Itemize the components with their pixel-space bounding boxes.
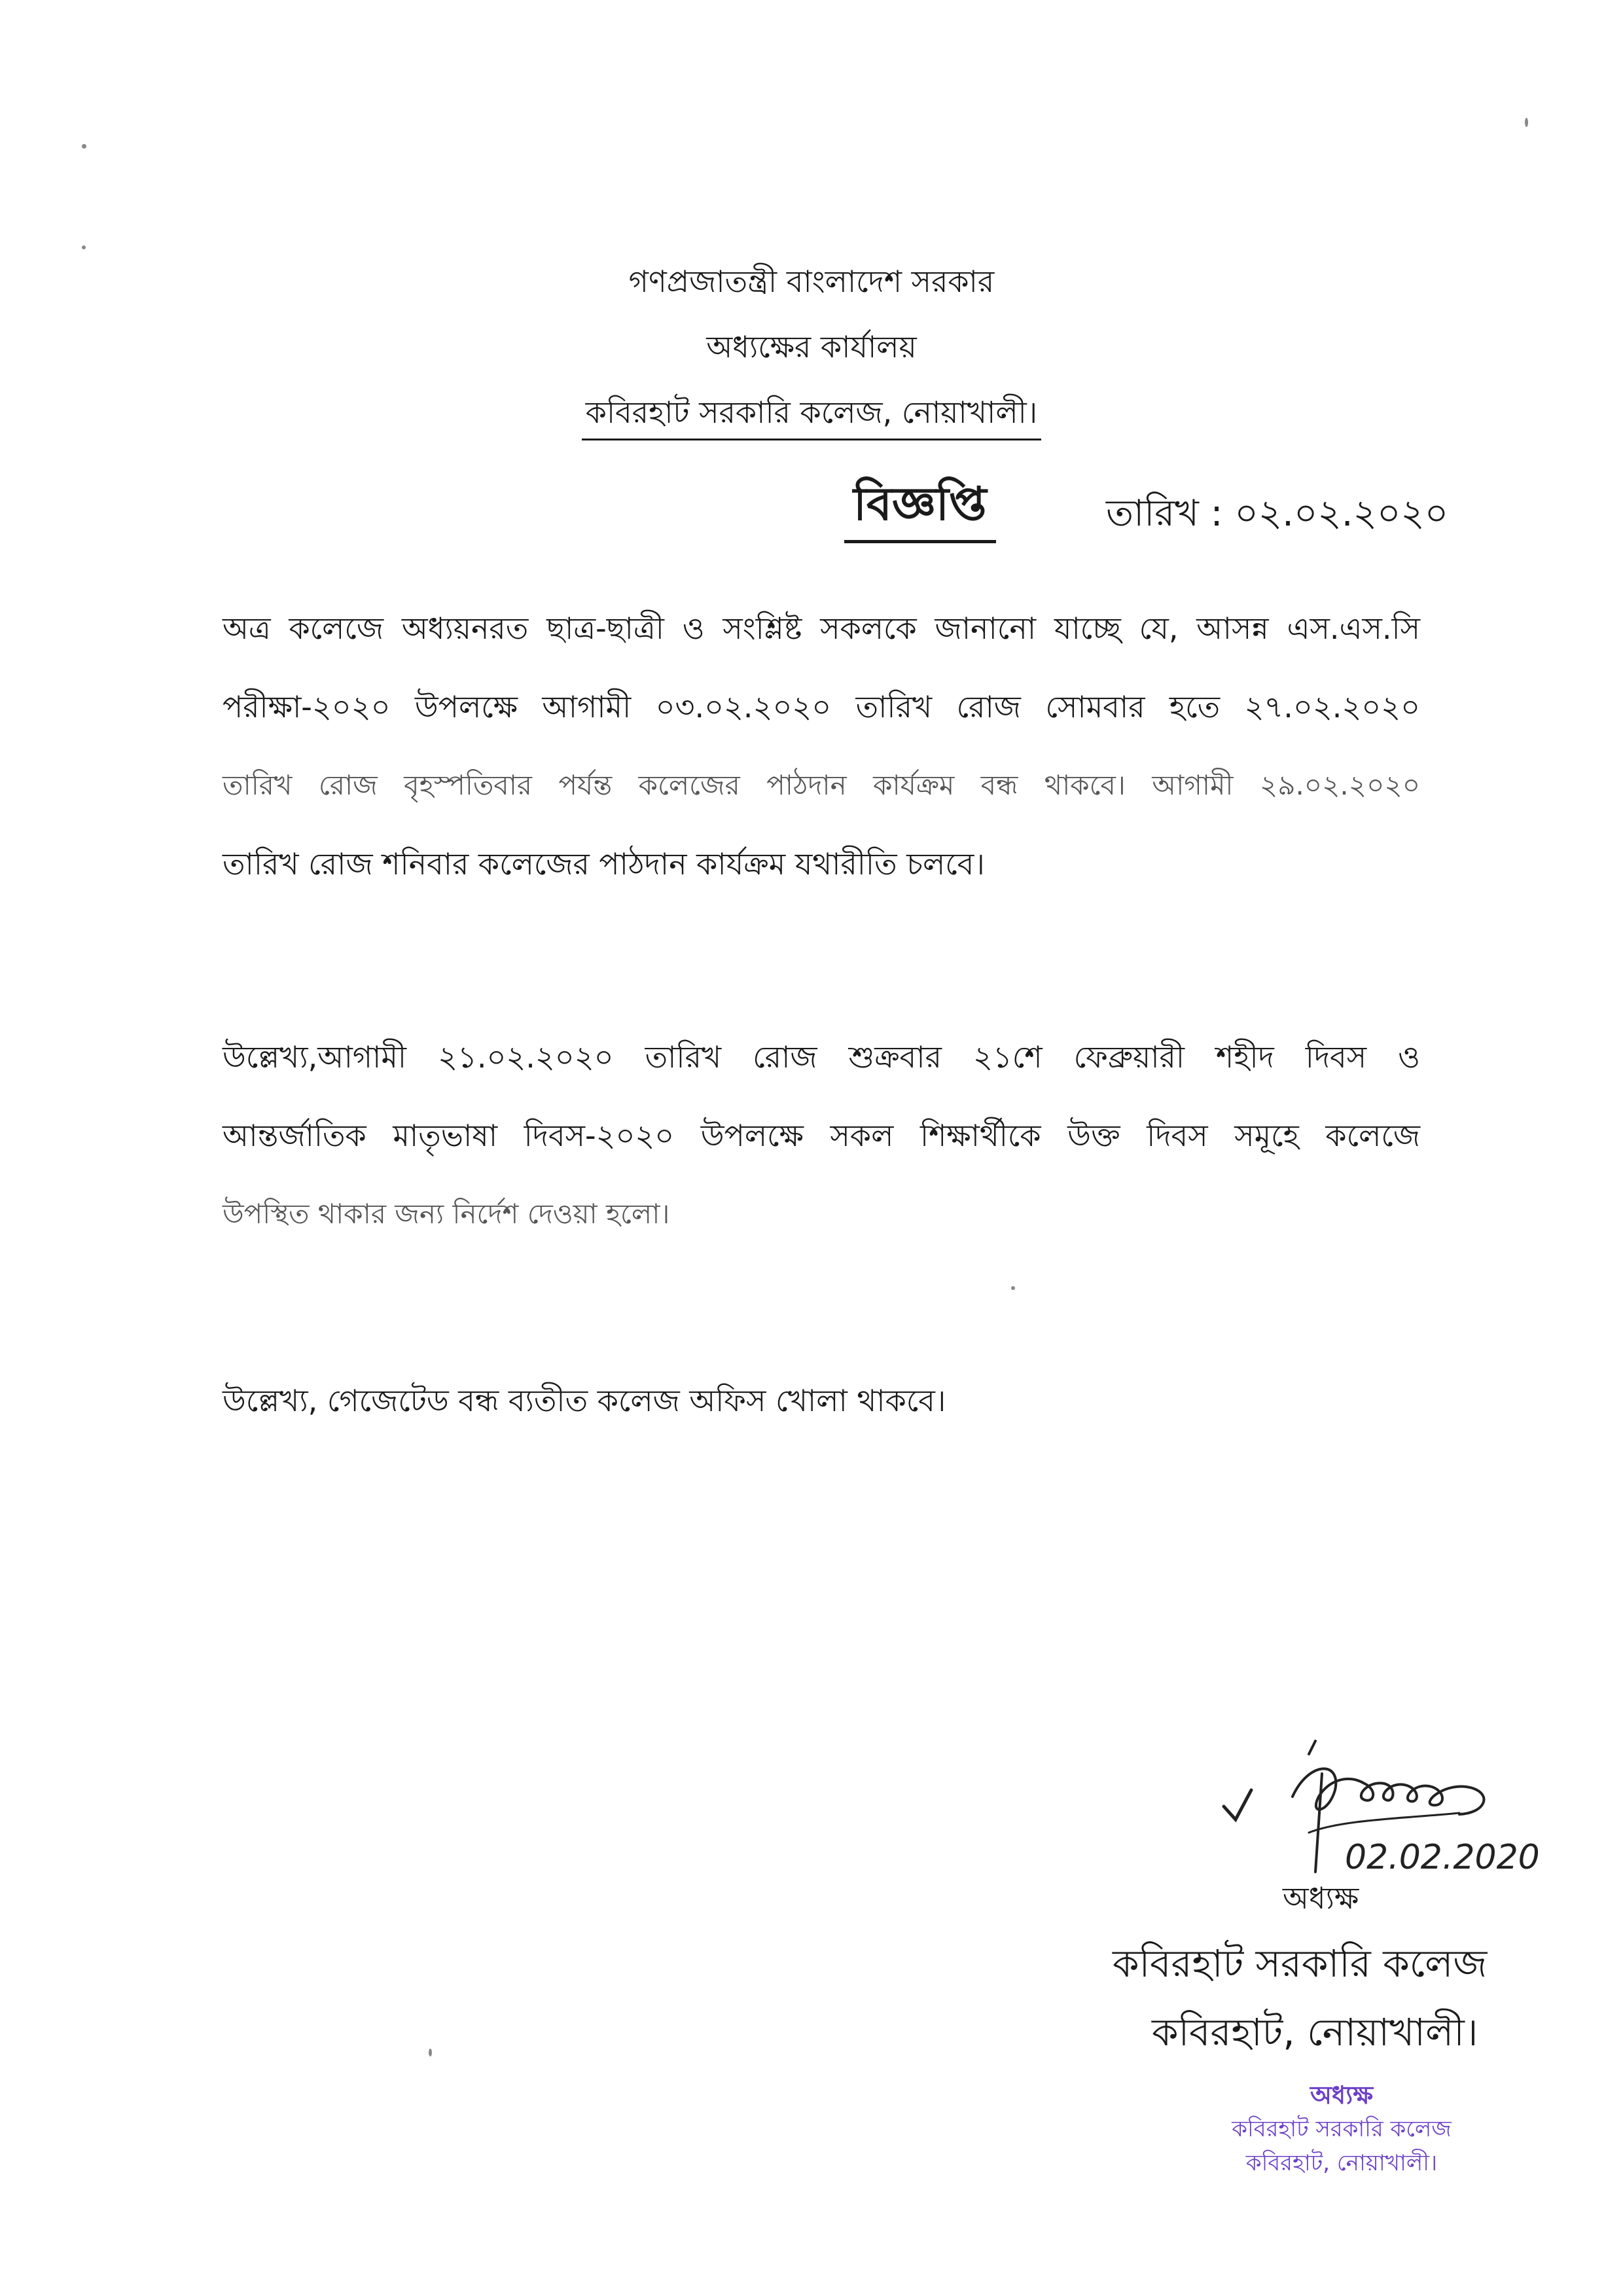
- scan-speck: [429, 2049, 432, 2056]
- official-stamp: [1178, 2078, 1505, 2180]
- notice-title: বিজ্ঞপ্তি: [844, 468, 996, 543]
- scan-speck: [82, 144, 86, 149]
- signatory-designation: অধ্যক্ষ: [1283, 1880, 1359, 1916]
- scan-speck: [82, 245, 86, 249]
- paragraph-line: উল্লেখ্য,আগামী ২১.০২.২০২০ তারিখ রোজ শুক্রবার ২১শে ফেব্রুয়ারী শহীদ দিবস ও: [223, 1039, 1420, 1075]
- paragraph-line: উল্লেখ্য, গেজেটেড বন্ধ ব্যতীত কলেজ অফিস খোলা থাকবে।: [223, 1383, 946, 1418]
- paragraph-line: তারিখ রোজ বৃহস্পতিবার পর্যন্ত কলেজের পাঠদান কার্যক্রম বন্ধ থাকবে। আগামী ২৯.০২.২০২০: [223, 769, 1420, 801]
- signature-scribble-icon: [1211, 1734, 1577, 1885]
- letterhead: [0, 249, 1623, 445]
- paragraph-language-day: [223, 1037, 1420, 1273]
- paragraph-line: তারিখ রোজ শনিবার কলেজের পাঠদান কার্যক্রম যথারীতি চলবে।: [223, 846, 985, 882]
- handwritten-date: 02.02.2020: [1345, 1838, 1540, 1877]
- government-name: গণপ্রজাতন্ত্রী বাংলাদেশ সরকার: [628, 264, 995, 299]
- stamp-institution: কবিরহাট সরকারি কলেজ: [1232, 2116, 1452, 2142]
- paragraph-line: অত্র কলেজে অধ্যয়নরত ছাত্র-ছাত্রী ও সংশ্লিষ্ট সকলকে জানানো যাচ্ছে যে, আসন্ন এস.এস.সি: [223, 611, 1420, 646]
- scan-speck: [1525, 118, 1528, 127]
- title-row: [0, 468, 1623, 553]
- stamp-location: কবিরহাট, নোয়াখালী।: [1245, 2150, 1438, 2176]
- stamp-designation: অধ্যক্ষ: [1310, 2081, 1373, 2109]
- paragraph-office-open: [223, 1381, 1420, 1420]
- paragraph-line: উপস্থিত থাকার জন্য নির্দেশ দেওয়া হলো।: [223, 1198, 670, 1230]
- paragraph-line: পরীক্ষা-২০২০ উপলক্ষে আগামী ০৩.০২.২০২০ তারিখ রোজ সোমবার হতে ২৭.০২.২০২০: [223, 689, 1420, 725]
- handwritten-signature: [1211, 1734, 1577, 1885]
- college-name: কবিরহাট সরকারি কলেজ, নোয়াখালী।: [582, 386, 1041, 440]
- paragraph-exam-closure: [223, 609, 1420, 923]
- signatory-location: কবিরহাট, নোয়াখালী।: [1152, 2010, 1478, 2054]
- paragraph-line: আন্তর্জাতিক মাতৃভাষা দিবস-২০২০ উপলক্ষে সকল শিক্ষার্থীকে উক্ত দিবস সমূহে কলেজে: [223, 1118, 1420, 1153]
- signatory-institution: কবিরহাট সরকারি কলেজ: [1113, 1941, 1488, 1986]
- notice-date: তারিখ : ০২.০২.২০২০: [1106, 492, 1449, 535]
- office-name: অধ্যক্ষের কার্যালয়: [706, 329, 917, 365]
- scan-speck: [1011, 1286, 1015, 1290]
